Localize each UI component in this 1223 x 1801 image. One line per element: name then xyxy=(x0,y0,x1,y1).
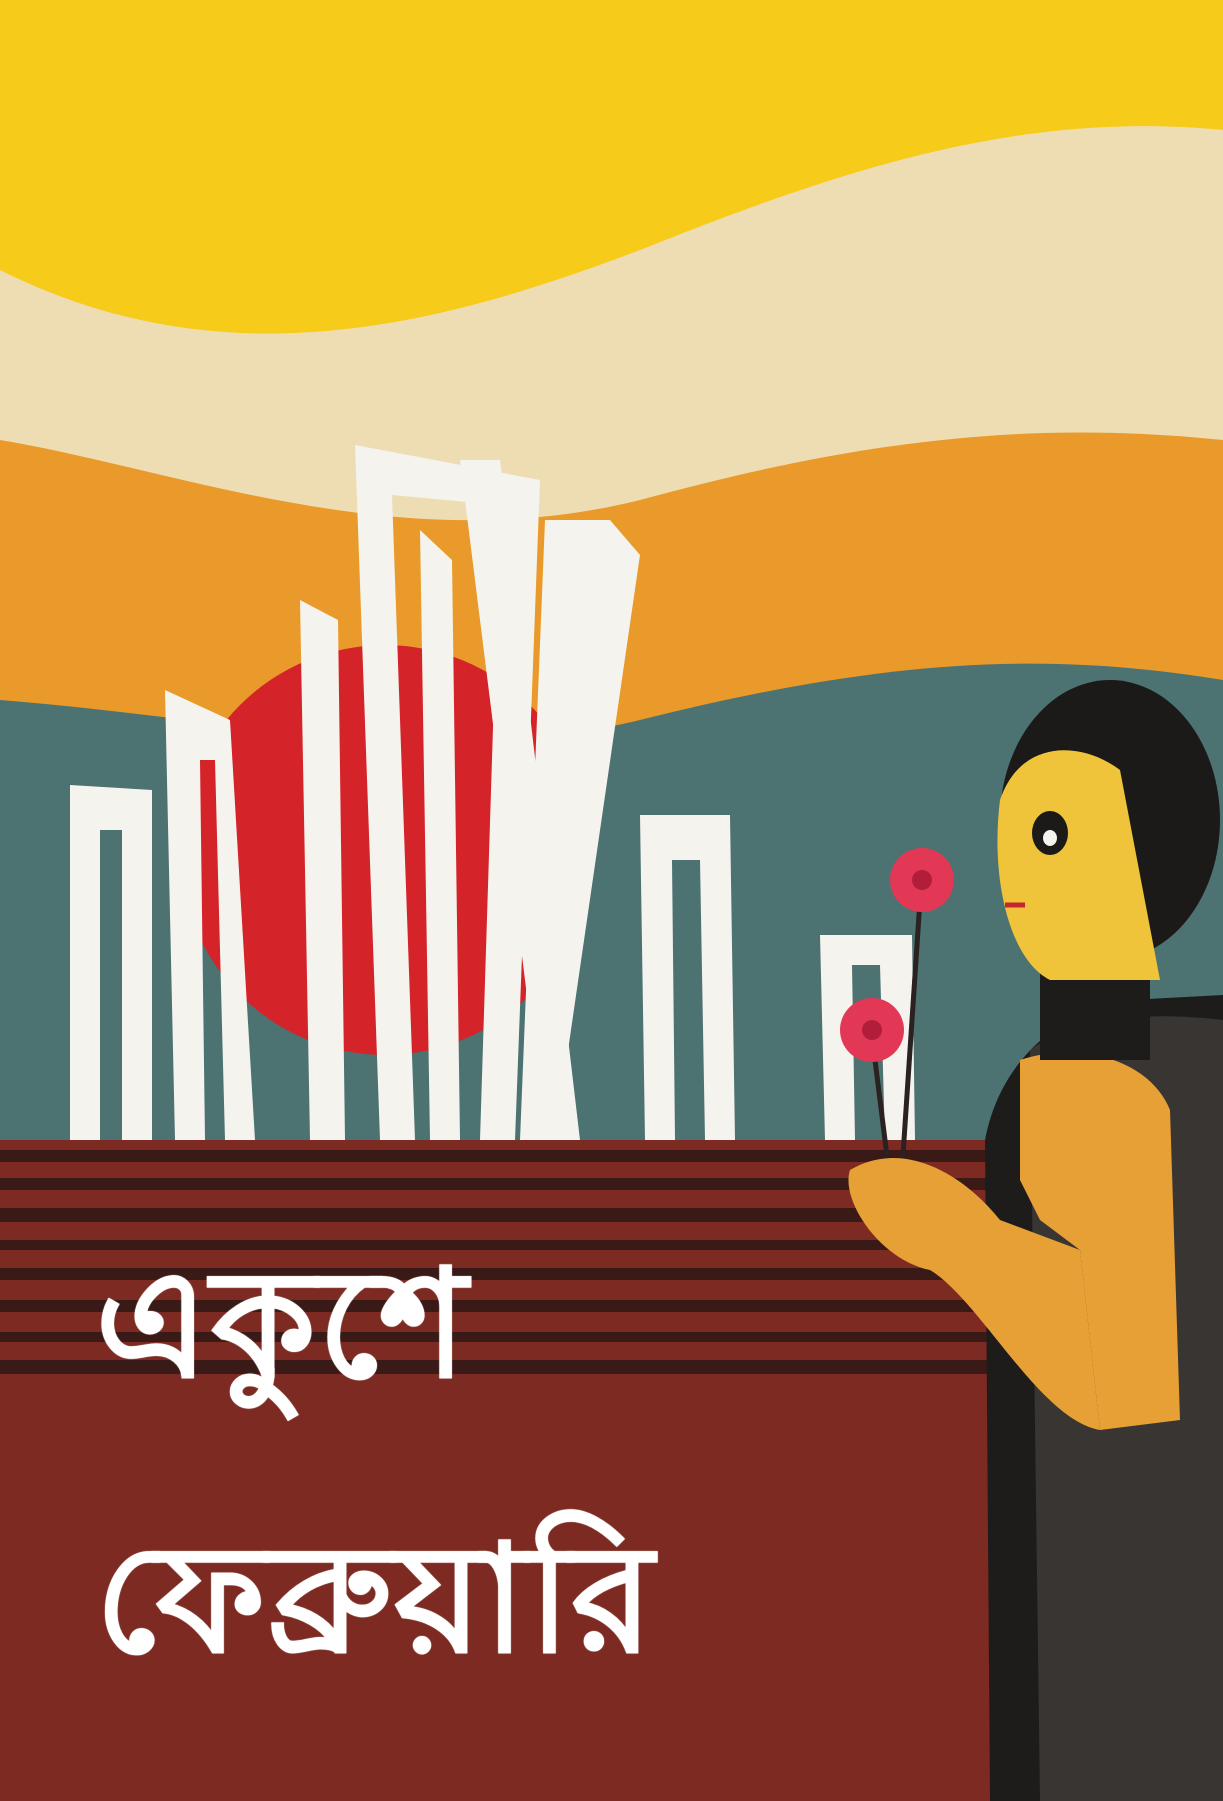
book-title-line-1: একুশে xyxy=(95,1238,470,1412)
book-title-line-2: ফেব্রুয়ারি xyxy=(95,1513,656,1687)
